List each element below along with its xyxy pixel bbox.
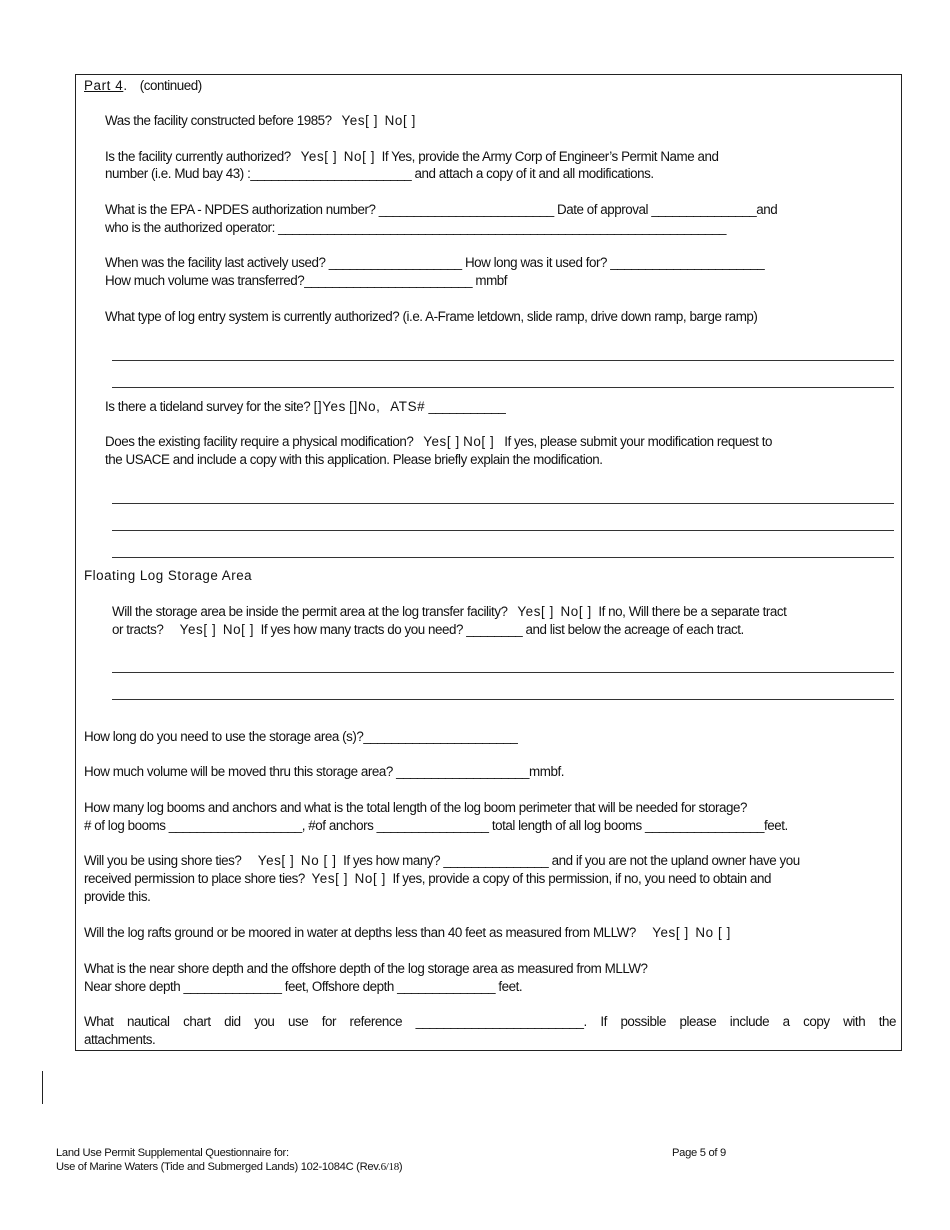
checkbox-no[interactable]: No[ ] <box>222 622 255 637</box>
question-shore-ties: Will you be using shore ties? Yes[ ] No [ ] If yes how many? _______________ and if you are not the upland owner have you <box>84 853 800 868</box>
shore-ties-continuation: provide this. <box>84 889 151 904</box>
checkbox-yes[interactable]: Yes[ ] <box>257 853 295 868</box>
checkbox-no[interactable]: No[ ] <box>384 113 416 128</box>
last-used-line[interactable]: When was the facility last actively used? ___________________ How long was it used for? ______________________ <box>105 255 765 270</box>
checkbox-no[interactable]: No[ ] <box>354 871 386 886</box>
depth-question: What is the near shore depth and the offshore depth of the log storage area as measured from MLLW? <box>84 961 648 976</box>
checkbox-no[interactable]: No[ ] <box>343 149 376 164</box>
storage-duration-line[interactable]: How long do you need to use the storage area (s)?______________________ <box>84 729 518 744</box>
section-heading: Floating Log Storage Area <box>84 568 253 583</box>
checkbox-no[interactable]: No[ ] <box>463 434 495 449</box>
npdes-number-line[interactable]: What is the EPA - NPDES authorization number? _________________________ Date of approval _______________and <box>105 202 778 217</box>
question-currently-authorized: Is the facility currently authorized? Yes[ ] No[ ] If Yes, provide the Army Corp of Engineer’s Permit Name and <box>105 149 719 164</box>
storage-volume-line[interactable]: How much volume will be moved thru this storage area? ___________________mmbf. <box>84 764 565 779</box>
answer-line[interactable] <box>112 387 894 388</box>
question-separate-tracts: or tracts? Yes[ ] No[ ] If yes how many tracts do you need? ________ and list below the acreage of each tract. <box>112 622 744 637</box>
volume-transferred-line[interactable]: How much volume was transferred?________________________ mmbf <box>105 273 508 288</box>
checkbox-no[interactable]: No [ ] <box>300 853 337 868</box>
nautical-chart-line[interactable]: What nautical chart did you use for reference ________________________. If possible please include a copy with the <box>84 1014 896 1029</box>
part-label: Part 4 <box>84 78 124 93</box>
log-booms-line[interactable]: # of log booms ___________________, #of anchors ________________ total length of all log booms _________________feet. <box>84 818 788 833</box>
checkbox-no[interactable]: []No, <box>349 399 381 414</box>
checkbox-yes[interactable]: Yes[ ] <box>423 434 460 449</box>
part-continued: (continued) <box>139 78 202 93</box>
question-constructed-1985: Was the facility constructed before 1985? Yes[ ] No[ ] <box>105 113 416 128</box>
checkbox-yes[interactable]: Yes[ ] <box>300 149 338 164</box>
depth-line[interactable]: Near shore depth ______________ feet, Offshore depth ______________ feet. <box>84 979 523 994</box>
authorized-operator-line[interactable]: who is the authorized operator: ________________________________________________________________ <box>105 220 727 235</box>
footer-revision: 6/18 <box>380 1161 399 1173</box>
checkbox-yes[interactable]: Yes[ ] <box>517 604 554 619</box>
answer-line[interactable] <box>112 530 894 531</box>
answer-line[interactable] <box>112 699 894 700</box>
checkbox-yes[interactable]: Yes[ ] <box>341 113 379 128</box>
answer-line[interactable] <box>112 557 894 558</box>
ats-label: ATS# <box>390 399 426 414</box>
checkbox-yes[interactable]: []Yes <box>313 399 346 414</box>
answer-line[interactable] <box>112 672 894 673</box>
answer-line[interactable] <box>112 360 894 361</box>
footer-title: Land Use Permit Supplemental Questionnaire for: <box>56 1147 289 1159</box>
page-number: Page 5 of 9 <box>672 1147 726 1159</box>
checkbox-yes[interactable]: Yes[ ] <box>311 871 349 886</box>
checkbox-yes[interactable]: Yes[ ] <box>179 622 217 637</box>
ats-field[interactable]: ___________ <box>428 399 506 414</box>
question-mllw-depth: Will the log rafts ground or be moored in water at depths less than 40 feet as measured from MLLW? Yes[ ] No [ ] <box>84 925 731 940</box>
question-storage-inside-permit: Will the storage area be inside the permit area at the log transfer facility? Yes[ ] No[ ] If no, Will there be a separate tract <box>112 604 787 619</box>
checkbox-no[interactable]: No [ ] <box>695 925 731 940</box>
answer-line[interactable] <box>112 503 894 504</box>
checkbox-yes[interactable]: Yes[ ] <box>652 925 689 940</box>
question-tideland-survey: Is there a tideland survey for the site? []Yes []No, ATS# ___________ <box>105 399 506 414</box>
part-header: Part 4. (continued) <box>84 78 202 93</box>
question-physical-modification: Does the existing facility require a physical modification? Yes[ ] No[ ] If yes, please submit your modification request to <box>105 434 772 449</box>
footer-form-id: Use of Marine Waters (Tide and Submerged Lands) 102-1084C (Rev.6/18) <box>56 1161 403 1173</box>
nautical-chart-continuation: attachments. <box>84 1032 156 1047</box>
revision-bar <box>42 1071 43 1104</box>
modification-instructions: the USACE and include a copy with this application. Please briefly explain the modification. <box>105 452 603 467</box>
permit-number-line[interactable]: number (i.e. Mud bay 43) :_______________________ and attach a copy of it and all modifications. <box>105 166 654 181</box>
log-booms-question: How many log booms and anchors and what is the total length of the log boom perimeter that will be needed for storage? <box>84 800 747 815</box>
log-entry-system-question: What type of log entry system is currently authorized? (i.e. A-Frame letdown, slide ramp, drive down ramp, barge ramp) <box>105 309 758 324</box>
question-shore-ties-permission: received permission to place shore ties? Yes[ ] No[ ] If yes, provide a copy of this permission, if no, you need to obtain and <box>84 871 771 886</box>
checkbox-no[interactable]: No[ ] <box>560 604 592 619</box>
